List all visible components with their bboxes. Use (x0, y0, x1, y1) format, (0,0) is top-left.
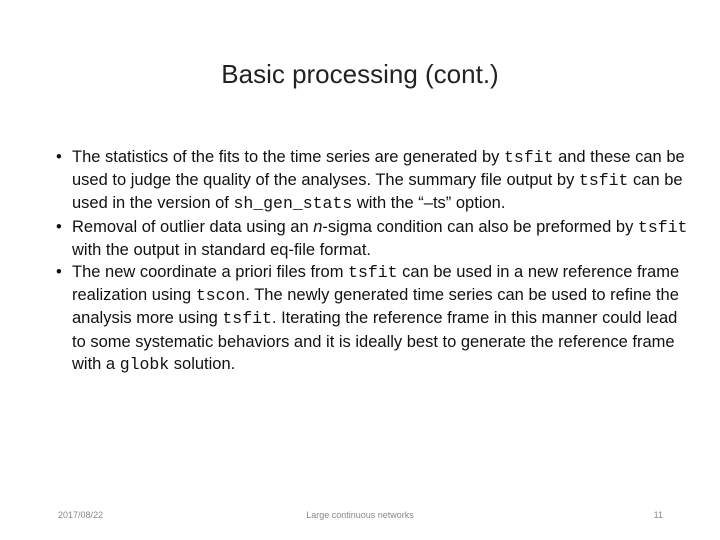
italic-text: n (313, 217, 323, 236)
text-run: with the “–ts” option. (352, 194, 506, 213)
bullet-text (72, 148, 685, 212)
bullet-marker: • (56, 263, 62, 282)
text-run: . The newly generated time series can be used to refine the analysis more using (72, 286, 679, 328)
bullet-marker: • (56, 217, 62, 236)
bullet-item (54, 216, 694, 261)
footer-date: 2017/08/22 (58, 510, 104, 520)
bullet-item (54, 261, 694, 376)
text-run: and these can be used to judge the quality of the analyses. The summary file output by (72, 148, 685, 190)
inline-code: tsfit (222, 309, 272, 329)
inline-code: globk (119, 354, 170, 374)
bullet-text (72, 218, 687, 259)
slide-title: Basic processing (cont.) (221, 59, 499, 89)
inline-code: tscon (195, 286, 246, 306)
inline-code: tsfit (348, 263, 398, 283)
slide-number: 11 (653, 510, 663, 520)
bullet-item (54, 146, 694, 216)
text-run: . Iterating the reference frame in this manner could lead to some systematic behaviors and it is ideally best to generate the reference frame with a (72, 309, 678, 373)
text-run: can be used in the version of (72, 171, 683, 213)
inline-code: tsfit (637, 217, 688, 237)
text-run: can be used in a new reference frame realization using (72, 263, 680, 305)
inline-code: sh_gen_stats (233, 194, 353, 214)
text-run: The new coordinate a priori files from (72, 263, 349, 282)
inline-code: tsfit (578, 171, 629, 191)
text-run: solution. (169, 354, 236, 373)
text-run: Removal of outlier data using an (72, 217, 314, 236)
bullet-marker: • (56, 148, 62, 166)
bullet-text (72, 263, 679, 373)
text-run: -sigma condition can also be preformed by (322, 217, 638, 236)
inline-code: tsfit (503, 148, 554, 167)
text-run: The statistics of the fits to the time series are generated by (72, 148, 504, 166)
bullet-list (54, 146, 694, 376)
text-run: with the output in standard eq-file format. (72, 240, 371, 259)
footer-title: Large continuous networks (306, 510, 414, 520)
